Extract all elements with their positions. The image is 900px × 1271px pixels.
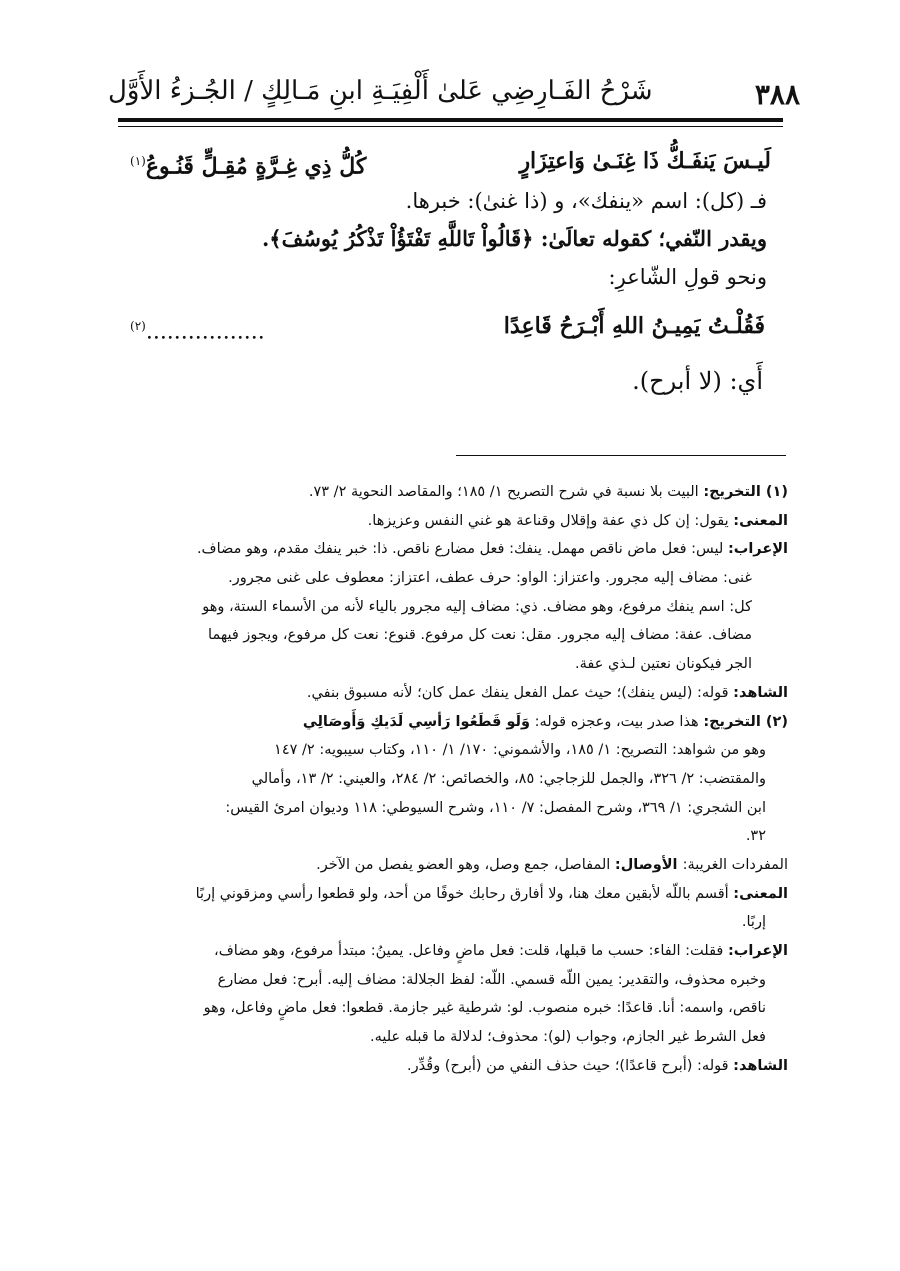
footnote-ref-1[interactable]: (١) [130, 154, 146, 168]
main-text [130, 140, 785, 406]
page-number: ٣٨٨ [754, 78, 800, 111]
verse-2-second-half: .................$^{(٢)}$ [130, 319, 265, 345]
footnote-line: والمقتضب: ٢/ ٣٢٦، والجمل للزجاجي: ٨٥، والخصائص: ٢/ ٢٨٤، والعيني: ٢/ ١٣، وأمالي [251, 770, 766, 787]
running-title: شَرْحُ الفَـارِضِي عَلىٰ أَلْفِيَـةِ ابنِ مَـالِكٍ / الجُـزءُ الأَوَّل [108, 76, 653, 106]
footnote-line: المعنى: يقول: إن كل ذي عفة وإقلال وقناعة هو غني النفس وعزيزها. [367, 512, 788, 529]
footnote-line: ناقص، واسمه: أنا. قاعدًا: خبره منصوب. لو: شرطية غير جازمة. قطعوا: فعل ماضٍ وفاعل، وهو [203, 1000, 766, 1017]
verse-1-second-half: كُلُّ ذِي غِـرَّةٍ مُقِـلٍّ قَنُـوعُ$^{(١)}$ [130, 153, 367, 180]
verse-2-first-half: فَقُلْـتُ يَمِيـنُ اللهِ أَبْـرَحُ قَاعِدًا [503, 313, 765, 339]
footnote-line: الإعراب: ليس: فعل ماض ناقص مهمل. ينفك: فعل مضارع ناقص. ذا: خبر ينفك مقدم، وهو مضاف. [196, 541, 788, 558]
footnote-line: الشاهد: قوله: (أبرح قاعدًا)؛ حيث حذف النفي من (أبرح) وقُدِّر. [407, 1057, 788, 1074]
footnote-line: فعل الشرط غير الجازم، وجواب (لو): محذوف؛ لدلالة ما قبله عليه. [369, 1029, 766, 1046]
footnote-line: الإعراب: فقلت: الفاء: حسب ما قبلها، قلت: فعل ماضٍ وفاعل. يمينُ: مبتدأ مرفوع، وهو مضاف، [214, 943, 788, 959]
footnote-line: إربًا. [741, 914, 766, 931]
footnote-line: مضاف. عفة: مضاف إليه مجرور. مقل: نعت كل مرفوع. قنوع: نعت كل مرفوع، ويجوز فيهما [208, 627, 752, 644]
footnotes [108, 478, 788, 1080]
verse-1-first-half: لَيـسَ يَنفَـكُّ ذَا غِنَـىٰ وَاعتِزَارٍ [519, 148, 771, 174]
footnote-line: وهو من شواهد: التصريح: ١/ ١٨٥، والأشموني: ١٧٠/ ١/ ١١٠، وكتاب سيبويه: ٢/ ١٤٧ [274, 742, 766, 759]
footnote-line: غنى: مضاف إليه مجرور. واعتزاز: الواو: حرف عطف، اعتزاز: معطوف على غنى مجرور. [228, 570, 752, 587]
paragraph: ويقدر النّفي؛ كقوله تعالَىٰ: ﴿قَالُواْ تَاللَّهِ تَفْتَؤُاْ تَذْكُرُ يُوسُفَ﴾. [261, 226, 767, 251]
footnote-line: كل: اسم ينفك مرفوع، وهو مضاف. ذي: مضاف إليه مجرور بالياء لأنه من الأسماء الستة، وهو [202, 598, 752, 615]
header-rule-thin [118, 126, 783, 127]
header-rule [118, 118, 783, 122]
footnote-line: (٢) التخريج: هذا صدر بيت، وعجزه قوله: وَلَو قَطَعُوا رَأسِي لَدَيكِ وَأَوصَالِي [302, 713, 788, 730]
footnote-line: الجر فيكونان نعتين لـذي عفة. [575, 656, 752, 673]
footnote-line: ابن الشجري: ١/ ٣٦٩، وشرح المفصل: ٧/ ١١٠، وشرح السيوطي: ١١٨ وديوان امرئ القيس: [225, 799, 766, 816]
footnote-ref-2[interactable]: (٢) [130, 319, 146, 333]
paragraph: فـ (كل): اسم «ينفك»، و (ذا غنىٰ): خبرها. [405, 189, 767, 213]
paragraph: أَي: (لا أبرح). [632, 367, 763, 395]
paragraph: ونحو قولِ الشّاعرِ: [608, 265, 767, 289]
footnote-line: المفردات الغريبة: الأوصال: المفاصل، جمع وصل، وهو العضو يفصل من الآخر. [316, 856, 788, 873]
footnote-separator [456, 455, 786, 456]
verse-1 [130, 140, 785, 182]
footnote-line: المعنى: أقسم باللّه لأبقين معك هنا، ولا أفارق رحابك خوفًا من أحد، ولو قطعوا رأسي ومزقوني إربًا [195, 885, 788, 902]
footnote-line: (١) التخريج: البيت بلا نسبة في شرح التصريح ١/ ١٨٥؛ والمقاصد النحوية ٢/ ٧٣. [308, 484, 788, 500]
footnote-line: الشاهد: قوله: (ليس ينفك)؛ حيث عمل الفعل ينفك عمل كان؛ لأنه مسبوق بنفي. [306, 684, 788, 701]
footnote-line: وخبره محذوف، والتقدير: يمين اللّه قسمي. اللّه: لفظ الجلالة: مضاف إليه. أبرح: فعل مضارع [217, 971, 766, 988]
footnote-line: ٣٢. [745, 828, 766, 845]
verse-2 [130, 296, 785, 356]
